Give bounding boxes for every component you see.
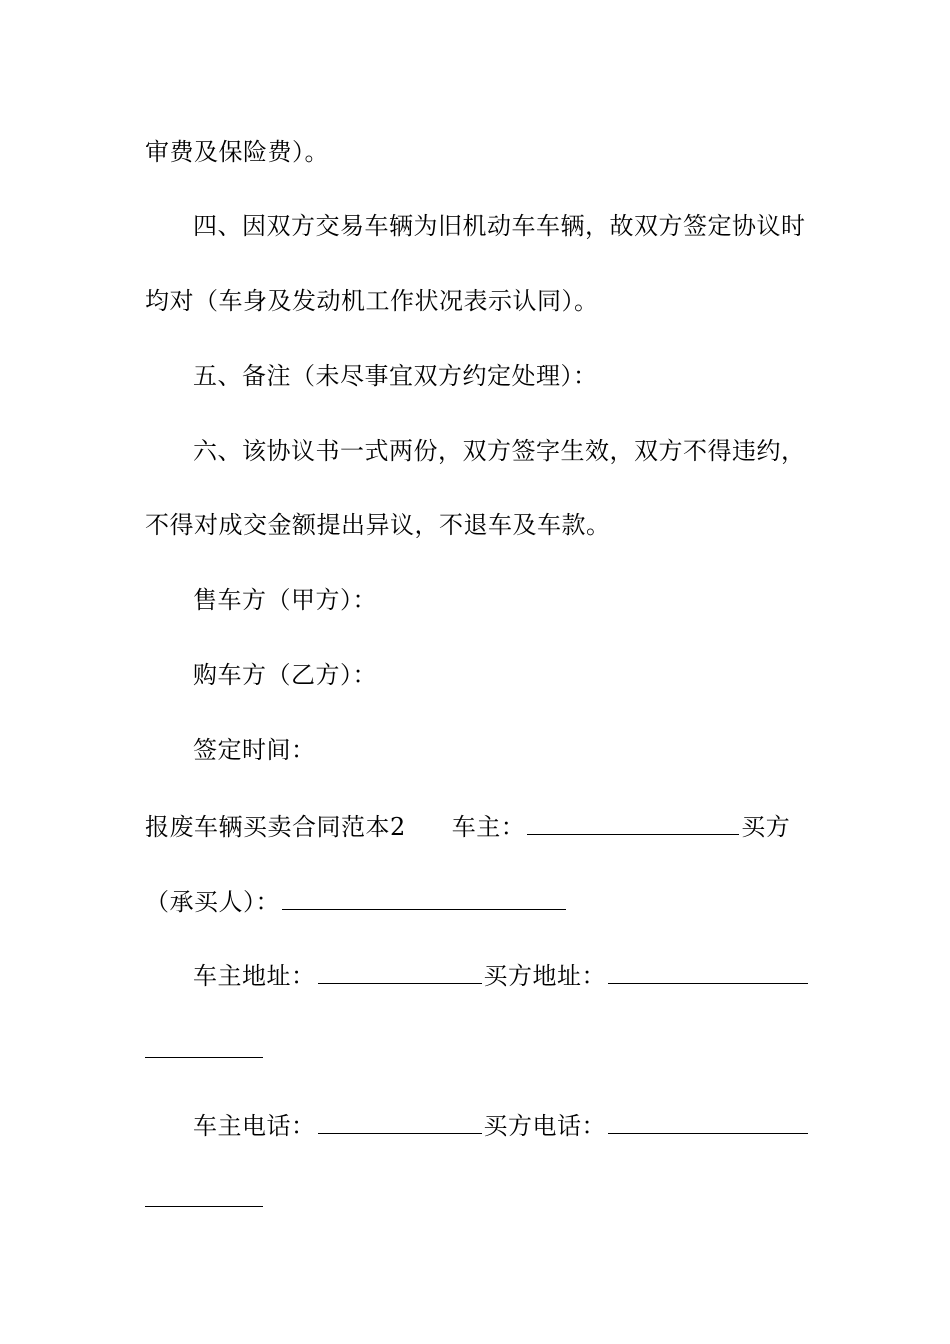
paragraph-line: 四、因双方交易车辆为旧机动车车辆，故双方签定协议时	[193, 212, 806, 240]
buyer-name-field[interactable]	[282, 885, 566, 910]
address-field-continuation[interactable]	[145, 1057, 263, 1058]
owner-address-label: 车主地址：	[193, 962, 316, 990]
owner-phone-field[interactable]	[318, 1109, 482, 1134]
paragraph-line: 不得对成交金额提出异议，不退车及车款。	[145, 511, 611, 539]
buyer-phone-label: 买方电话：	[483, 1112, 606, 1140]
phone-field-continuation[interactable]	[145, 1206, 263, 1207]
paragraph-line: 均对（车身及发动机工作状况表示认同）。	[145, 287, 599, 315]
buyer-signature-label: 购车方（乙方）：	[193, 661, 377, 689]
paragraph-line: 六、该协议书一式两份，双方签字生效，双方不得违约，	[193, 437, 806, 465]
buyer-phone-field[interactable]	[608, 1109, 808, 1134]
address-line	[193, 959, 810, 991]
owner-name-field[interactable]	[527, 810, 739, 835]
buyer-address-label: 买方地址：	[483, 962, 606, 990]
sign-date-label: 签定时间：	[193, 736, 316, 764]
owner-label: 车主：	[451, 813, 526, 841]
contract-title-line	[145, 810, 790, 842]
buyer-label-cont: （承买人）：	[145, 888, 280, 916]
seller-signature-label: 售车方（甲方）：	[193, 586, 377, 614]
owner-address-field[interactable]	[318, 959, 482, 984]
paragraph-line: 五、备注（未尽事宜双方约定处理）：	[193, 362, 598, 390]
paragraph-line: 审费及保险费）。	[145, 138, 329, 166]
buyer-address-field[interactable]	[608, 959, 808, 984]
contract-title: 报废车辆买卖合同范本2	[145, 813, 406, 841]
phone-line	[193, 1109, 810, 1141]
buyer-label: 买方	[741, 813, 791, 841]
owner-phone-label: 车主电话：	[193, 1112, 316, 1140]
buyer-line	[145, 885, 568, 917]
